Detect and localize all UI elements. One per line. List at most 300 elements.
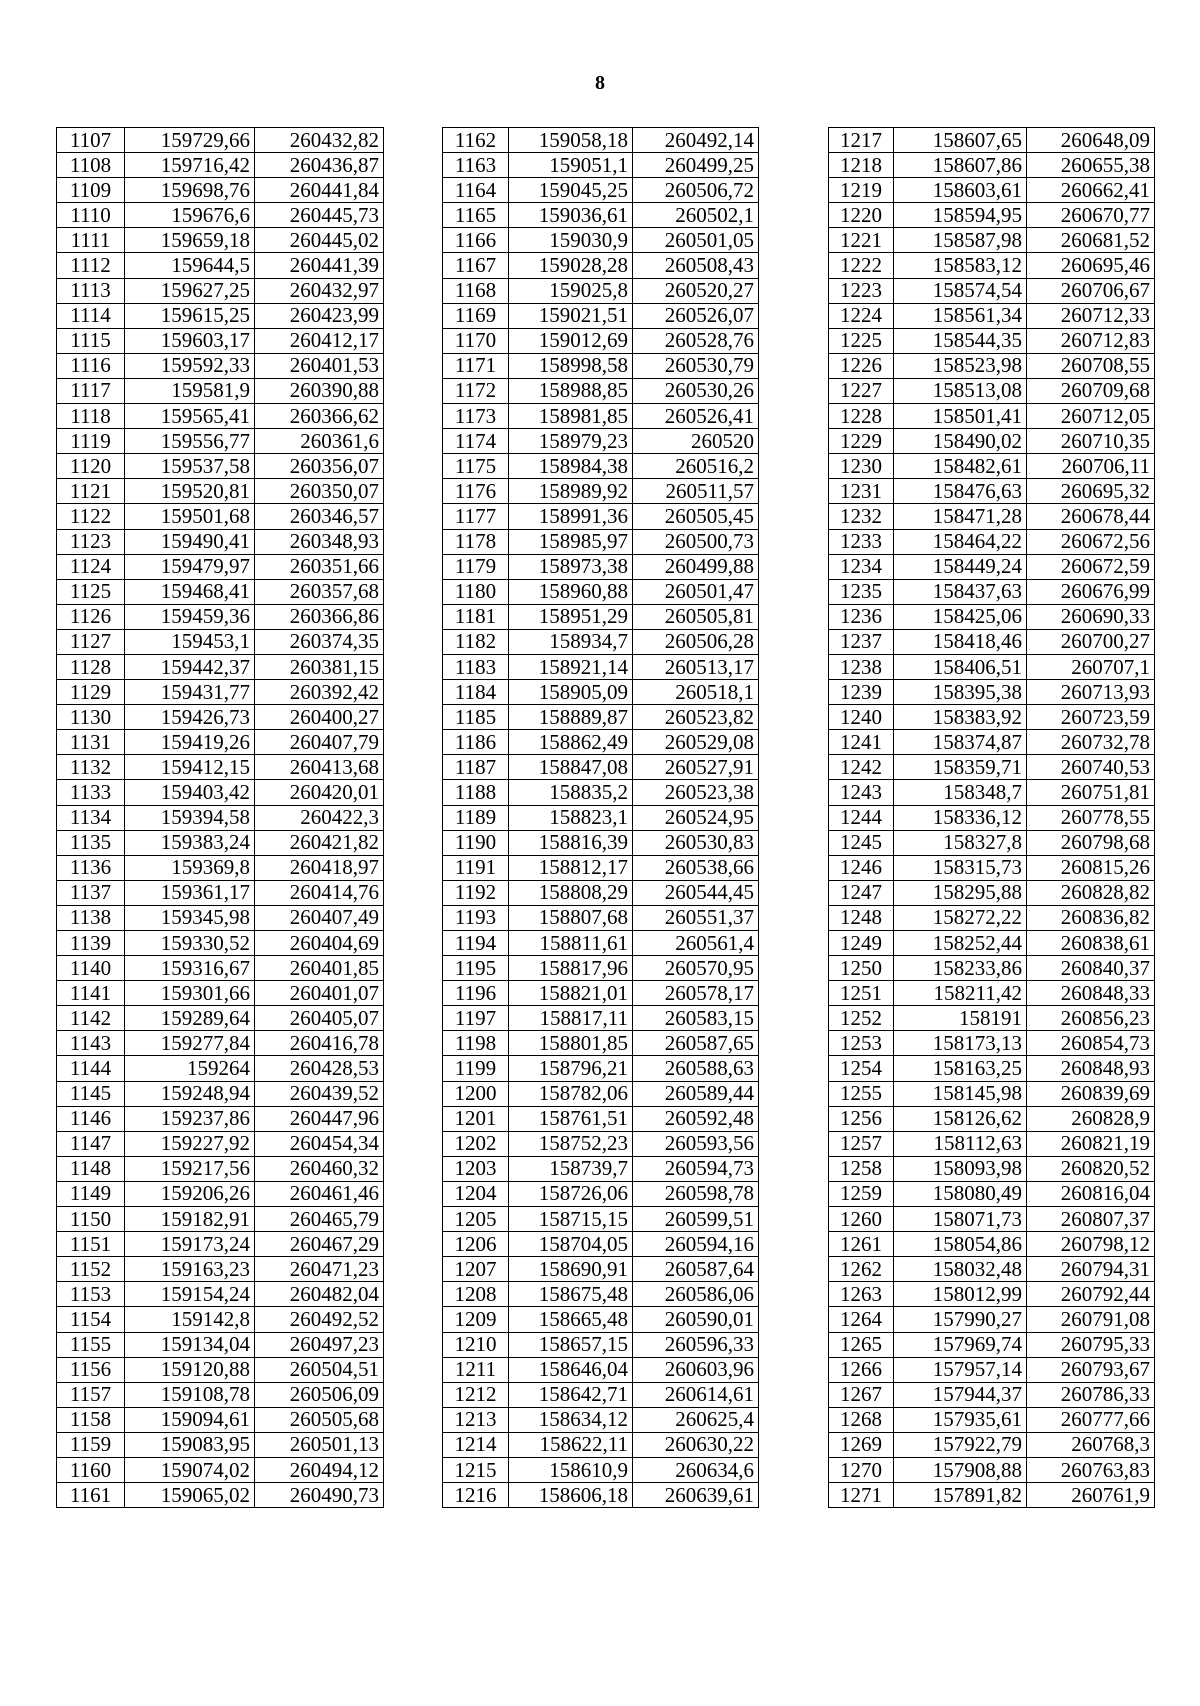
x-coordinate-cell: 158418,46 — [894, 629, 1027, 654]
x-coordinate-cell: 159603,17 — [125, 328, 255, 353]
point-number-cell: 1115 — [57, 328, 125, 353]
table-row — [443, 1483, 759, 1508]
point-number-cell: 1130 — [57, 705, 125, 730]
point-number-cell: 1223 — [829, 278, 894, 303]
y-coordinate-cell: 260405,07 — [255, 1006, 384, 1031]
table-row — [57, 981, 384, 1006]
y-coordinate-cell: 260706,67 — [1027, 278, 1155, 303]
table-row — [443, 1181, 759, 1206]
table-row — [57, 429, 384, 454]
point-number-cell: 1263 — [829, 1282, 894, 1307]
table-row — [57, 1156, 384, 1181]
point-number-cell: 1127 — [57, 629, 125, 654]
table-row — [57, 1131, 384, 1156]
x-coordinate-cell: 159301,66 — [125, 981, 255, 1006]
x-coordinate-cell: 158163,25 — [894, 1056, 1027, 1081]
point-number-cell: 1207 — [443, 1257, 509, 1282]
table-row — [829, 328, 1155, 353]
point-number-cell: 1211 — [443, 1357, 509, 1382]
table-row — [57, 1307, 384, 1332]
x-coordinate-cell: 158336,12 — [894, 805, 1027, 830]
point-number-cell: 1243 — [829, 780, 894, 805]
table-row — [829, 855, 1155, 880]
y-coordinate-cell: 260501,47 — [633, 579, 759, 604]
y-coordinate-cell: 260634,6 — [633, 1457, 759, 1482]
table-row — [443, 429, 759, 454]
table-row — [829, 1382, 1155, 1407]
point-number-cell: 1195 — [443, 956, 509, 981]
x-coordinate-cell: 158823,1 — [509, 805, 633, 830]
x-coordinate-cell: 158979,23 — [509, 429, 633, 454]
point-number-cell: 1237 — [829, 629, 894, 654]
y-coordinate-cell: 260492,14 — [633, 128, 759, 153]
y-coordinate-cell: 260504,51 — [255, 1357, 384, 1382]
table-row — [829, 1432, 1155, 1457]
x-coordinate-cell: 158145,98 — [894, 1081, 1027, 1106]
x-coordinate-cell: 158471,28 — [894, 504, 1027, 529]
x-coordinate-cell: 158583,12 — [894, 253, 1027, 278]
y-coordinate-cell: 260390,88 — [255, 378, 384, 403]
table-row — [443, 1081, 759, 1106]
y-coordinate-cell: 260561,4 — [633, 931, 759, 956]
table-row — [829, 228, 1155, 253]
table-row — [829, 1131, 1155, 1156]
y-coordinate-cell: 260506,72 — [633, 178, 759, 203]
table-row — [829, 353, 1155, 378]
point-number-cell: 1176 — [443, 479, 509, 504]
y-coordinate-cell: 260421,82 — [255, 830, 384, 855]
point-number-cell: 1135 — [57, 830, 125, 855]
y-coordinate-cell: 260670,77 — [1027, 203, 1155, 228]
x-coordinate-cell: 158989,92 — [509, 479, 633, 504]
x-coordinate-cell: 158476,63 — [894, 479, 1027, 504]
point-number-cell: 1197 — [443, 1006, 509, 1031]
y-coordinate-cell: 260856,23 — [1027, 1006, 1155, 1031]
y-coordinate-cell: 260420,01 — [255, 780, 384, 805]
point-number-cell: 1268 — [829, 1407, 894, 1432]
table-row — [829, 905, 1155, 930]
table-row — [57, 1106, 384, 1131]
y-coordinate-cell: 260401,07 — [255, 981, 384, 1006]
y-coordinate-cell: 260793,67 — [1027, 1357, 1155, 1382]
table-row — [443, 1407, 759, 1432]
x-coordinate-cell: 159108,78 — [125, 1382, 255, 1407]
point-number-cell: 1210 — [443, 1332, 509, 1357]
y-coordinate-cell: 260593,56 — [633, 1131, 759, 1156]
point-number-cell: 1125 — [57, 579, 125, 604]
point-number-cell: 1128 — [57, 654, 125, 679]
point-number-cell: 1165 — [443, 203, 509, 228]
y-coordinate-cell: 260848,93 — [1027, 1056, 1155, 1081]
point-number-cell: 1155 — [57, 1332, 125, 1357]
table-row — [829, 1282, 1155, 1307]
table-row — [57, 278, 384, 303]
point-number-cell: 1258 — [829, 1156, 894, 1181]
table-row — [443, 855, 759, 880]
table-row — [57, 253, 384, 278]
point-number-cell: 1137 — [57, 880, 125, 905]
table-row — [829, 1232, 1155, 1257]
x-coordinate-cell: 158817,96 — [509, 956, 633, 981]
y-coordinate-cell: 260505,68 — [255, 1407, 384, 1432]
table-row — [57, 579, 384, 604]
x-coordinate-cell: 159479,97 — [125, 554, 255, 579]
x-coordinate-cell: 158862,49 — [509, 730, 633, 755]
table-row — [443, 1106, 759, 1131]
x-coordinate-cell: 158080,49 — [894, 1181, 1027, 1206]
x-coordinate-cell: 157969,74 — [894, 1332, 1027, 1357]
point-number-cell: 1220 — [829, 203, 894, 228]
x-coordinate-cell: 158252,44 — [894, 931, 1027, 956]
table-row — [443, 554, 759, 579]
table-row — [829, 454, 1155, 479]
x-coordinate-cell: 158112,63 — [894, 1131, 1027, 1156]
x-coordinate-cell: 158921,14 — [509, 654, 633, 679]
y-coordinate-cell: 260407,79 — [255, 730, 384, 755]
x-coordinate-cell: 158395,38 — [894, 680, 1027, 705]
x-coordinate-cell: 158847,08 — [509, 755, 633, 780]
table-row — [57, 654, 384, 679]
table-row — [57, 1432, 384, 1457]
x-coordinate-cell: 159277,84 — [125, 1031, 255, 1056]
point-number-cell: 1206 — [443, 1232, 509, 1257]
point-number-cell: 1178 — [443, 529, 509, 554]
y-coordinate-cell: 260414,76 — [255, 880, 384, 905]
y-coordinate-cell: 260712,33 — [1027, 303, 1155, 328]
x-coordinate-cell: 158464,22 — [894, 529, 1027, 554]
table-row — [829, 931, 1155, 956]
x-coordinate-cell: 158807,68 — [509, 905, 633, 930]
point-number-cell: 1159 — [57, 1432, 125, 1457]
x-coordinate-cell: 158610,9 — [509, 1457, 633, 1482]
point-number-cell: 1216 — [443, 1483, 509, 1508]
table-row — [829, 1081, 1155, 1106]
table-row — [829, 629, 1155, 654]
point-number-cell: 1141 — [57, 981, 125, 1006]
point-number-cell: 1269 — [829, 1432, 894, 1457]
point-number-cell: 1201 — [443, 1106, 509, 1131]
x-coordinate-cell: 159729,66 — [125, 128, 255, 153]
y-coordinate-cell: 260768,3 — [1027, 1432, 1155, 1457]
table-row — [57, 1207, 384, 1232]
point-number-cell: 1157 — [57, 1382, 125, 1407]
x-coordinate-cell: 159361,17 — [125, 880, 255, 905]
point-number-cell: 1147 — [57, 1131, 125, 1156]
point-number-cell: 1146 — [57, 1106, 125, 1131]
y-coordinate-cell: 260447,96 — [255, 1106, 384, 1131]
table-row — [443, 956, 759, 981]
point-number-cell: 1121 — [57, 479, 125, 504]
y-coordinate-cell: 260710,35 — [1027, 429, 1155, 454]
point-number-cell: 1143 — [57, 1031, 125, 1056]
y-coordinate-cell: 260594,16 — [633, 1232, 759, 1257]
x-coordinate-cell: 158715,15 — [509, 1207, 633, 1232]
x-coordinate-cell: 159120,88 — [125, 1357, 255, 1382]
y-coordinate-cell: 260401,53 — [255, 353, 384, 378]
table-row — [443, 504, 759, 529]
table-row — [443, 1332, 759, 1357]
x-coordinate-cell: 159412,15 — [125, 755, 255, 780]
x-coordinate-cell: 159581,9 — [125, 378, 255, 403]
y-coordinate-cell: 260499,25 — [633, 153, 759, 178]
y-coordinate-cell: 260527,91 — [633, 755, 759, 780]
y-coordinate-cell: 260432,82 — [255, 128, 384, 153]
x-coordinate-cell: 159036,61 — [509, 203, 633, 228]
y-coordinate-cell: 260492,52 — [255, 1307, 384, 1332]
x-coordinate-cell: 159142,8 — [125, 1307, 255, 1332]
x-coordinate-cell: 159615,25 — [125, 303, 255, 328]
table-row — [57, 1181, 384, 1206]
x-coordinate-cell: 158126,62 — [894, 1106, 1027, 1131]
y-coordinate-cell: 260777,66 — [1027, 1407, 1155, 1432]
y-coordinate-cell: 260807,37 — [1027, 1207, 1155, 1232]
x-coordinate-cell: 158988,85 — [509, 378, 633, 403]
table-row — [443, 378, 759, 403]
point-number-cell: 1116 — [57, 353, 125, 378]
table-row — [443, 1006, 759, 1031]
x-coordinate-cell: 157922,79 — [894, 1432, 1027, 1457]
table-row — [443, 353, 759, 378]
point-number-cell: 1219 — [829, 178, 894, 203]
x-coordinate-cell: 159217,56 — [125, 1156, 255, 1181]
x-coordinate-cell: 158634,12 — [509, 1407, 633, 1432]
point-number-cell: 1234 — [829, 554, 894, 579]
table-row — [443, 1432, 759, 1457]
x-coordinate-cell: 159154,24 — [125, 1282, 255, 1307]
y-coordinate-cell: 260820,52 — [1027, 1156, 1155, 1181]
point-number-cell: 1245 — [829, 830, 894, 855]
table-row — [829, 880, 1155, 905]
x-coordinate-cell: 159627,25 — [125, 278, 255, 303]
point-number-cell: 1190 — [443, 830, 509, 855]
point-number-cell: 1208 — [443, 1282, 509, 1307]
point-number-cell: 1184 — [443, 680, 509, 705]
y-coordinate-cell: 260578,17 — [633, 981, 759, 1006]
x-coordinate-cell: 158607,65 — [894, 128, 1027, 153]
point-number-cell: 1192 — [443, 880, 509, 905]
table-row — [57, 504, 384, 529]
point-number-cell: 1271 — [829, 1483, 894, 1508]
table-row — [829, 1257, 1155, 1282]
point-number-cell: 1129 — [57, 680, 125, 705]
point-number-cell: 1186 — [443, 730, 509, 755]
point-number-cell: 1140 — [57, 956, 125, 981]
x-coordinate-cell: 159383,24 — [125, 830, 255, 855]
x-coordinate-cell: 159227,92 — [125, 1131, 255, 1156]
y-coordinate-cell: 260599,51 — [633, 1207, 759, 1232]
y-coordinate-cell: 260672,59 — [1027, 554, 1155, 579]
y-coordinate-cell: 260709,68 — [1027, 378, 1155, 403]
x-coordinate-cell: 159021,51 — [509, 303, 633, 328]
x-coordinate-cell: 159045,25 — [509, 178, 633, 203]
x-coordinate-cell: 159644,5 — [125, 253, 255, 278]
x-coordinate-cell: 158665,48 — [509, 1307, 633, 1332]
x-coordinate-cell: 159501,68 — [125, 504, 255, 529]
y-coordinate-cell: 260348,93 — [255, 529, 384, 554]
table-row — [829, 579, 1155, 604]
y-coordinate-cell: 260520 — [633, 429, 759, 454]
x-coordinate-cell: 158012,99 — [894, 1282, 1027, 1307]
table-row — [57, 805, 384, 830]
x-coordinate-cell: 158817,11 — [509, 1006, 633, 1031]
y-coordinate-cell: 260791,08 — [1027, 1307, 1155, 1332]
table-row — [443, 604, 759, 629]
x-coordinate-cell: 159369,8 — [125, 855, 255, 880]
x-coordinate-cell: 158796,21 — [509, 1056, 633, 1081]
table-row — [829, 303, 1155, 328]
table-row — [57, 479, 384, 504]
point-number-cell: 1270 — [829, 1457, 894, 1482]
y-coordinate-cell: 260454,34 — [255, 1131, 384, 1156]
y-coordinate-cell: 260538,66 — [633, 855, 759, 880]
table-row — [443, 1257, 759, 1282]
y-coordinate-cell: 260588,63 — [633, 1056, 759, 1081]
table-row — [443, 404, 759, 429]
table-row — [829, 981, 1155, 1006]
point-number-cell: 1266 — [829, 1357, 894, 1382]
point-number-cell: 1172 — [443, 378, 509, 403]
x-coordinate-cell: 158211,42 — [894, 981, 1027, 1006]
y-coordinate-cell: 260523,38 — [633, 780, 759, 805]
point-number-cell: 1200 — [443, 1081, 509, 1106]
point-number-cell: 1256 — [829, 1106, 894, 1131]
table-row — [57, 931, 384, 956]
x-coordinate-cell: 158607,86 — [894, 153, 1027, 178]
y-coordinate-cell: 260751,81 — [1027, 780, 1155, 805]
table-row — [443, 905, 759, 930]
table-row — [57, 128, 384, 153]
x-coordinate-cell: 159316,67 — [125, 956, 255, 981]
point-number-cell: 1229 — [829, 429, 894, 454]
y-coordinate-cell: 260530,79 — [633, 353, 759, 378]
point-number-cell: 1194 — [443, 931, 509, 956]
y-coordinate-cell: 260428,53 — [255, 1056, 384, 1081]
table-row — [443, 303, 759, 328]
x-coordinate-cell: 158501,41 — [894, 404, 1027, 429]
point-number-cell: 1265 — [829, 1332, 894, 1357]
x-coordinate-cell: 158348,7 — [894, 780, 1027, 805]
table-row — [443, 830, 759, 855]
table-row — [443, 629, 759, 654]
point-number-cell: 1169 — [443, 303, 509, 328]
y-coordinate-cell: 260413,68 — [255, 755, 384, 780]
point-number-cell: 1163 — [443, 153, 509, 178]
y-coordinate-cell: 260792,44 — [1027, 1282, 1155, 1307]
point-number-cell: 1182 — [443, 629, 509, 654]
y-coordinate-cell: 260840,37 — [1027, 956, 1155, 981]
table-row — [829, 1056, 1155, 1081]
y-coordinate-cell: 260523,82 — [633, 705, 759, 730]
x-coordinate-cell: 158739,7 — [509, 1156, 633, 1181]
x-coordinate-cell: 158642,71 — [509, 1382, 633, 1407]
point-number-cell: 1238 — [829, 654, 894, 679]
table-row — [57, 1282, 384, 1307]
x-coordinate-cell: 158808,29 — [509, 880, 633, 905]
y-coordinate-cell: 260596,33 — [633, 1332, 759, 1357]
point-number-cell: 1241 — [829, 730, 894, 755]
x-coordinate-cell: 158821,01 — [509, 981, 633, 1006]
table-row — [443, 153, 759, 178]
x-coordinate-cell: 159453,1 — [125, 629, 255, 654]
point-number-cell: 1203 — [443, 1156, 509, 1181]
y-coordinate-cell: 260416,78 — [255, 1031, 384, 1056]
x-coordinate-cell: 158594,95 — [894, 203, 1027, 228]
x-coordinate-cell: 157990,27 — [894, 1307, 1027, 1332]
point-number-cell: 1122 — [57, 504, 125, 529]
point-number-cell: 1251 — [829, 981, 894, 1006]
point-number-cell: 1111 — [57, 228, 125, 253]
x-coordinate-cell: 159264 — [125, 1056, 255, 1081]
table-row — [57, 1407, 384, 1432]
x-coordinate-cell: 159345,98 — [125, 905, 255, 930]
table-row — [443, 805, 759, 830]
point-number-cell: 1167 — [443, 253, 509, 278]
point-number-cell: 1181 — [443, 604, 509, 629]
x-coordinate-cell: 158704,05 — [509, 1232, 633, 1257]
table-row — [829, 654, 1155, 679]
y-coordinate-cell: 260848,33 — [1027, 981, 1155, 1006]
y-coordinate-cell: 260639,61 — [633, 1483, 759, 1508]
y-coordinate-cell: 260412,17 — [255, 328, 384, 353]
point-number-cell: 1188 — [443, 780, 509, 805]
y-coordinate-cell: 260836,82 — [1027, 905, 1155, 930]
y-coordinate-cell: 260707,1 — [1027, 654, 1155, 679]
table-row — [829, 504, 1155, 529]
point-number-cell: 1212 — [443, 1382, 509, 1407]
x-coordinate-cell: 158054,86 — [894, 1232, 1027, 1257]
point-number-cell: 1239 — [829, 680, 894, 705]
x-coordinate-cell: 158782,06 — [509, 1081, 633, 1106]
point-number-cell: 1213 — [443, 1407, 509, 1432]
y-coordinate-cell: 260445,73 — [255, 203, 384, 228]
x-coordinate-cell: 158981,85 — [509, 404, 633, 429]
table-row — [829, 153, 1155, 178]
x-coordinate-cell: 158191 — [894, 1006, 1027, 1031]
y-coordinate-cell: 260501,05 — [633, 228, 759, 253]
table-row — [443, 880, 759, 905]
y-coordinate-cell: 260655,38 — [1027, 153, 1155, 178]
x-coordinate-cell: 159058,18 — [509, 128, 633, 153]
point-number-cell: 1149 — [57, 1181, 125, 1206]
y-coordinate-cell: 260351,66 — [255, 554, 384, 579]
table-row — [443, 454, 759, 479]
x-coordinate-cell: 158812,17 — [509, 855, 633, 880]
x-coordinate-cell: 158801,85 — [509, 1031, 633, 1056]
point-number-cell: 1259 — [829, 1181, 894, 1206]
table-row — [443, 278, 759, 303]
y-coordinate-cell: 260356,07 — [255, 454, 384, 479]
coordinates-table-3 — [828, 127, 1155, 1508]
x-coordinate-cell: 158272,22 — [894, 905, 1027, 930]
x-coordinate-cell: 158984,38 — [509, 454, 633, 479]
x-coordinate-cell: 159051,1 — [509, 153, 633, 178]
table-row — [443, 228, 759, 253]
table-row — [57, 353, 384, 378]
x-coordinate-cell: 158093,98 — [894, 1156, 1027, 1181]
y-coordinate-cell: 260723,59 — [1027, 705, 1155, 730]
point-number-cell: 1215 — [443, 1457, 509, 1482]
y-coordinate-cell: 260690,33 — [1027, 604, 1155, 629]
table-row — [57, 780, 384, 805]
x-coordinate-cell: 158173,13 — [894, 1031, 1027, 1056]
point-number-cell: 1107 — [57, 128, 125, 153]
table-row — [57, 1232, 384, 1257]
point-number-cell: 1158 — [57, 1407, 125, 1432]
table-row — [829, 1181, 1155, 1206]
point-number-cell: 1166 — [443, 228, 509, 253]
table-row — [829, 378, 1155, 403]
point-number-cell: 1153 — [57, 1282, 125, 1307]
